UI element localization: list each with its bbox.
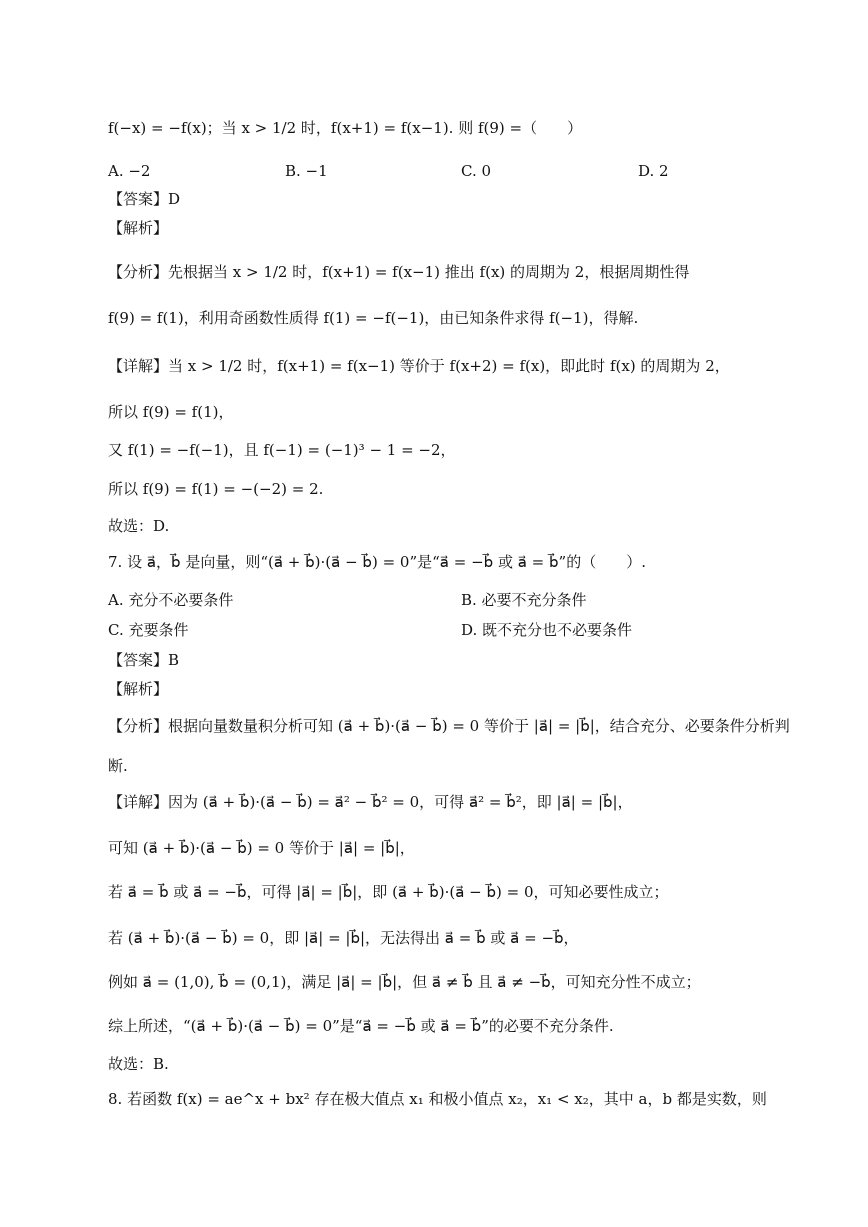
q6-detail-4: 所以 f(9) = f(1) = −(−2) = 2.: [108, 480, 324, 498]
q7-analysis-2: 断.: [108, 757, 128, 775]
q6-detail-1: 【详解】当 x > 1/2 时，f(x+1) = f(x−1) 等价于 f(x+2) = f(x)，即此时 f(x) 的周期为 2，: [108, 357, 730, 375]
q7-option-c: C. 充要条件: [108, 621, 189, 639]
q7-analysis-1: 【分析】根据向量数量积分析可知 (a⃗ + b⃗)·(a⃗ − b⃗) = 0 等价于 |a⃗| = |b⃗|，结合充分、必要条件分析判: [108, 717, 790, 735]
question-8-stem: 8. 若函数 f(x) = ae^x + bx² 存在极大值点 x₁ 和极小值点 x₂，x₁ < x₂，其中 a，b 都是实数，则: [108, 1090, 767, 1108]
q6-analysis-1: 【分析】先根据当 x > 1/2 时，f(x+1) = f(x−1) 推出 f(x) 的周期为 2，根据周期性得: [108, 263, 690, 281]
q6-option-d: D. 2: [638, 162, 669, 180]
q6-option-b: B. −1: [285, 162, 328, 180]
question-6-stem: f(−x) = −f(x)；当 x > 1/2 时，f(x+1) = f(x−1). 则 f(9) =（ ）: [108, 119, 583, 137]
q7-detail-3: 若 a⃗ = b⃗ 或 a⃗ = −b⃗，可得 |a⃗| = |b⃗|，即 (a⃗ + b⃗)·(a⃗ − b⃗) = 0，可知必要性成立；: [108, 883, 669, 901]
q7-option-d: D. 既不充分也不必要条件: [461, 621, 633, 639]
q7-detail-5: 例如 a⃗ = (1,0), b⃗ = (0,1)，满足 |a⃗| = |b⃗|，但 a⃗ ≠ b⃗ 且 a⃗ ≠ −b⃗，可知充分性不成立；: [108, 973, 701, 991]
q6-detail-3: 又 f(1) = −f(−1)，且 f(−1) = (−1)³ − 1 = −2，: [108, 441, 456, 459]
q6-detail-2: 所以 f(9) = f(1)，: [108, 403, 234, 421]
q6-option-a: A. −2: [108, 162, 151, 180]
q6-answer: 【答案】D: [108, 190, 181, 208]
q7-choose: 故选：B.: [108, 1055, 169, 1073]
question-7-stem: 7. 设 a⃗，b⃗ 是向量，则“(a⃗ + b⃗)·(a⃗ − b⃗) = 0”是“a⃗ = −b⃗ 或 a⃗ = b⃗”的（ ）.: [108, 553, 646, 571]
q6-analysis-2: f(9) = f(1)，利用奇函数性质得 f(1) = −f(−1)，由已知条件求得 f(−1)，得解.: [108, 309, 639, 327]
q7-detail-6: 综上所述，“(a⃗ + b⃗)·(a⃗ − b⃗) = 0”是“a⃗ = −b⃗ 或 a⃗ = b⃗”的必要不充分条件.: [108, 1017, 614, 1035]
q6-choose: 故选：D.: [108, 517, 170, 535]
q7-detail-2: 可知 (a⃗ + b⃗)·(a⃗ − b⃗) = 0 等价于 |a⃗| = |b⃗|，: [108, 839, 415, 857]
q7-option-b: B. 必要不充分条件: [461, 591, 587, 609]
q6-jiexi: 【解析】: [108, 219, 169, 237]
q7-detail-1: 【详解】因为 (a⃗ + b⃗)·(a⃗ − b⃗) = a⃗² − b⃗² = 0，可得 a⃗² = b⃗²，即 |a⃗| = |b⃗|，: [108, 793, 633, 811]
q7-jiexi: 【解析】: [108, 680, 169, 698]
q7-detail-4: 若 (a⃗ + b⃗)·(a⃗ − b⃗) = 0，即 |a⃗| = |b⃗|，无法得出 a⃗ = b⃗ 或 a⃗ = −b⃗，: [108, 929, 579, 947]
q7-option-a: A. 充分不必要条件: [108, 591, 234, 609]
q7-answer: 【答案】B: [108, 651, 180, 669]
q6-option-c: C. 0: [461, 162, 492, 180]
